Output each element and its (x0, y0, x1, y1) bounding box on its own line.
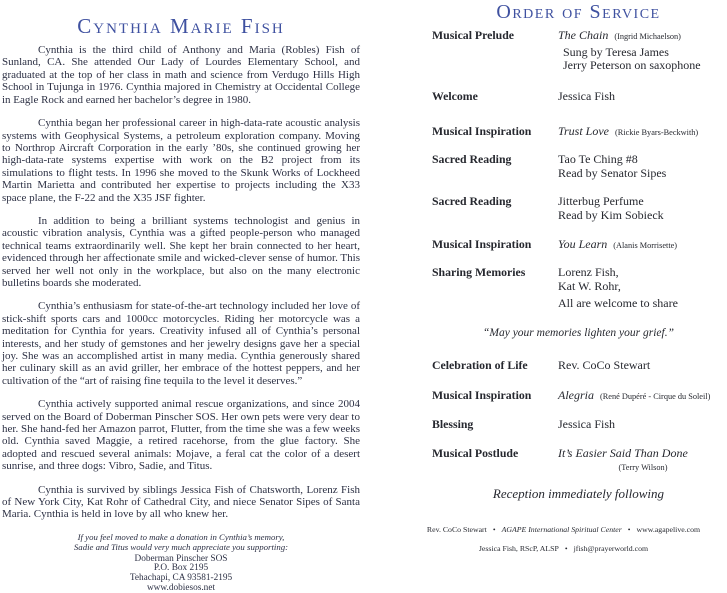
memories-quote: “May your memories lighten your grief.” (482, 327, 674, 339)
donation-note-line: Sadie and Titus would very much appreciate you supporting: (73, 541, 289, 552)
venue-name: AGAPE International Spiritual Center (501, 525, 622, 534)
performer-line: Jerry Peterson on saxophone (563, 58, 701, 72)
reading-title: Tao Te Ching #8 (558, 152, 638, 166)
order-item-value (558, 238, 727, 253)
donation-section (2, 532, 360, 593)
order-item-musical-inspiration (432, 238, 727, 253)
order-item-value: Jessica Fish (558, 417, 615, 431)
song-artist: (Alanis Morrisette) (613, 241, 678, 250)
order-item-value (558, 447, 727, 474)
practitioner-email: jfish@prayerworld.com (573, 544, 649, 553)
order-item-blessing (432, 418, 727, 432)
obituary-title: Cynthia Marie Fish (77, 14, 285, 39)
order-item-sacred-reading (432, 153, 727, 180)
obituary-paragraph: Cynthia is survived by siblings Jessica Fish of Chatsworth, Lorenz Fish of New York City, Kat Rohr of Cathedral City, and niece Senator Sipes of Santa Maria. Cynthia is held in love by all who knew her. (2, 483, 360, 521)
donation-org-name: Doberman Pinscher SOS (134, 553, 228, 564)
performer-lines (558, 46, 727, 73)
order-item-value (558, 29, 727, 73)
reader-line: Read by Senator Sipes (558, 165, 667, 180)
sharer-line: Lorenz Fish, (558, 265, 619, 279)
order-item-musical-inspiration (432, 125, 727, 140)
bullet-separator: • (564, 544, 568, 553)
song-artist: (René Dupéré - Cirque du Soleil) (600, 392, 711, 401)
order-item-label: Sacred Reading (432, 194, 512, 208)
venue-website: www.agapelive.com (636, 525, 701, 534)
order-item-label: Musical Inspiration (432, 237, 532, 251)
sharer-line: Kat W. Rohr, (558, 278, 621, 293)
obituary-paragraph: Cynthia’s enthusiasm for state-of-the-art technology included her love of stick-shift sports cars and 1000cc motorcycles. Riding her motorcycle was a meditation for Cynthia for years. Creativity infused all of Cynthia’s personal interests, and her study of gemstones and her jewelry designs gave her a special joy. She was an accomplished artist in many media. Cynthia generously shared her culinary skill as an avid griller, her embrace of the hottest peppers, and her cultivation of the “art of raising fine tequila to the level it deserves.” (2, 300, 360, 387)
donation-org-block (2, 555, 360, 593)
order-item-musical-inspiration (432, 389, 727, 404)
order-item-label: Sharing Memories (432, 265, 526, 279)
officiant-name: Rev. CoCo Stewart (426, 525, 487, 534)
order-item-label: Blessing (432, 417, 474, 431)
song-line (558, 29, 727, 44)
donation-org-pobox: P.O. Box 2195 (153, 563, 209, 574)
order-item-sacred-reading (432, 195, 727, 222)
donation-org-city: Tehachapi, CA 93581-2195 (129, 573, 233, 584)
song-artist: (Rickie Byars-Beckwith) (615, 128, 699, 137)
bullet-separator: • (492, 525, 496, 534)
order-item-label: Welcome (432, 89, 478, 103)
sharer-line: All are welcome to share (558, 296, 678, 310)
order-item-musical-postlude (432, 447, 727, 474)
order-item-label: Musical Inspiration (432, 124, 532, 138)
order-item-celebration-of-life (432, 359, 727, 373)
practitioner-name: Jessica Fish, RScP, ALSP (478, 544, 559, 553)
order-item-value (558, 389, 727, 404)
reading-title: Jitterbug Perfume (558, 194, 644, 208)
order-item-sharing-memories (432, 266, 727, 311)
officiant-footer (400, 525, 727, 534)
song-title: Trust Love (558, 124, 610, 138)
order-item-value (558, 125, 727, 140)
obituary-page (2, 2, 360, 593)
order-item-label: Musical Inspiration (432, 388, 532, 402)
order-item-welcome (432, 90, 727, 104)
order-item-label: Sacred Reading (432, 152, 512, 166)
song-artist: (Ingrid Michaelson) (614, 32, 681, 41)
order-item-label: Celebration of Life (432, 358, 528, 372)
donation-org-website: www.dobiesos.net (146, 582, 216, 593)
reader-line: Read by Kim Sobieck (558, 207, 664, 222)
song-title: You Learn (558, 237, 608, 251)
performer-line: Sung by Teresa James (563, 44, 669, 59)
song-title: It’s Easier Said Than Done (558, 446, 688, 460)
song-title: The Chain (558, 28, 609, 42)
obituary-paragraph: Cynthia is the third child of Anthony and Maria (Robles) Fish of Sunland, CA. She attended Our Lady of Lourdes Elementary School, and graduated at the top of her class in math and science from Verdugo Hills High School in Tujunga in 1976. Cynthia majored in Chemistry at Occidental College in Eagle Rock and earned her bachelor’s degree in 1980. (2, 44, 360, 106)
order-item-musical-prelude (432, 29, 727, 73)
song-artist: (Terry Wilson) (618, 462, 668, 472)
order-item-value: Jessica Fish (558, 89, 615, 103)
bullet-separator: • (627, 525, 631, 534)
obituary-paragraph: In addition to being a brilliant systems technologist and genius in acoustic vibration analysis, Cynthia was a gifted people-person who managed technical teams extraordinarily well. She kept her brain connected to her heart, evidenced through her affectionate smile and wicked-clever sense of humor. This served her well not only in the workplace, but also on the many electronic bulletins boards she moderated. (2, 214, 360, 289)
order-item-label: Musical Prelude (432, 28, 515, 42)
donation-note-line: If you feel moved to make a donation in Cynthia’s memory, (77, 531, 285, 542)
song-title: Alegria (558, 388, 594, 402)
order-item-label: Musical Postlude (432, 446, 519, 460)
obituary-paragraph: Cynthia actively supported animal rescue organizations, and since 2004 served on the Board of Doberman Pinscher SOS. Her own pets were very dear to her. She hand-fed her Amazon parrot, Flutter, from the time she was a few weeks old. Cynthia saved Maggie, a retired racehorse, from the glue factory. She adopted and rescued several animals: Mojave, a feral cat the color of a desert sunrise, and three dogs: Vibro, Sadie, and Titus. (2, 398, 360, 473)
reception-note: Reception immediately following (492, 486, 665, 501)
order-item-value (558, 195, 727, 222)
order-item-value (558, 266, 727, 311)
order-item-value (558, 153, 727, 180)
obituary-paragraph: Cynthia began her professional career in high-data-rate acoustic analysis systems with Geophysical Systems, a petroleum exploration company. Moving to Northrop Aircraft Corporation in the early ’80s, she continued growing her high-data-rate systems expertise with work on the B2 project from its simulations to flight tests. In 1996 she moved to the Skunk Works of Lockheed Martin Marietta and contributed her expertise to projects including the X33 space plane, the F-22 and the X35 JSF fighter. (2, 117, 360, 204)
practitioner-footer (400, 544, 727, 553)
order-item-value: Rev. CoCo Stewart (558, 358, 651, 372)
order-of-service-title: Order of Service (496, 1, 661, 23)
